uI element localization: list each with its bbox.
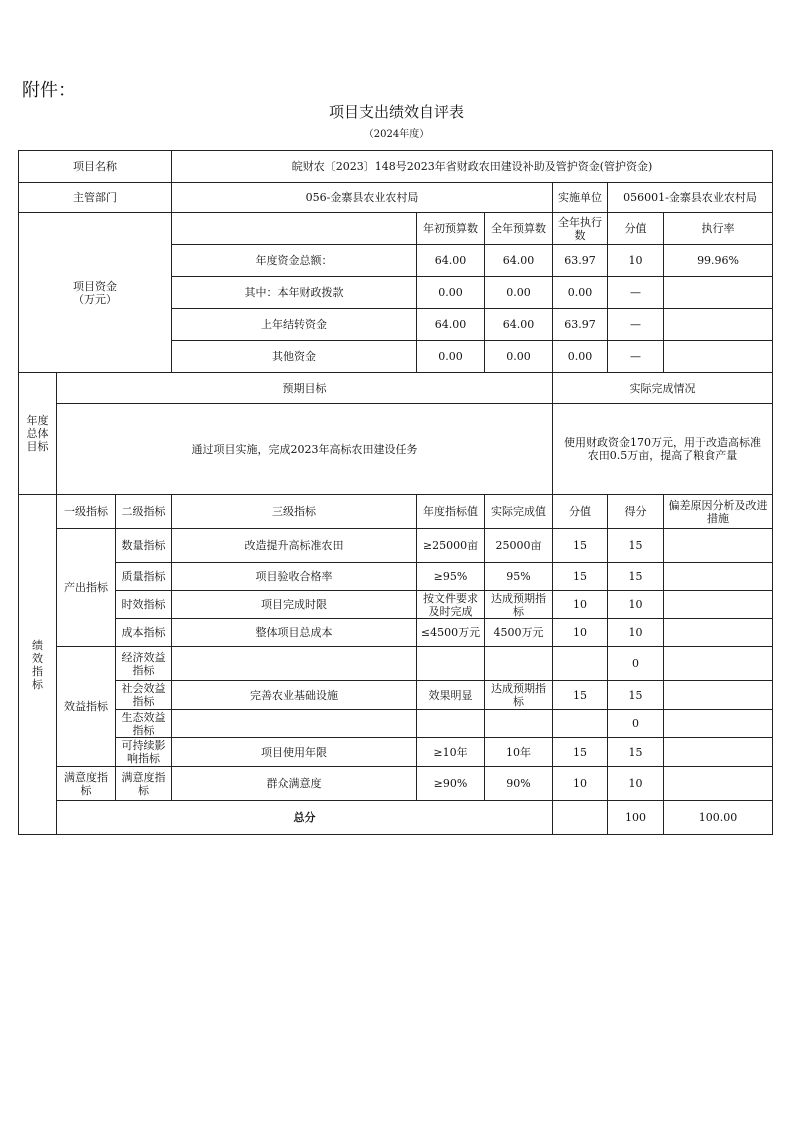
funds-label-line1: 项目资金 [73, 279, 117, 293]
self-evaluation-table [18, 150, 773, 835]
project-name-value: 皖财农〔2023〕148号2023年省财政农田建设补助及管护资金(管护资金) [172, 151, 773, 183]
department-label: 主管部门 [19, 183, 172, 213]
indicator-score: 15 [608, 563, 664, 591]
indicator-score-value: 10 [553, 591, 608, 619]
funds-row-annual: 64.00 [485, 309, 553, 341]
indicator-row [19, 738, 773, 767]
funds-header-rate: 执行率 [664, 213, 773, 245]
expected-goal-text: 通过项目实施，完成2023年高标农田建设任务 [57, 404, 553, 495]
indicator-actual: 达成预期指标 [485, 591, 553, 619]
funds-header-score-value: 分值 [608, 213, 664, 245]
indicator-target: 效果明显 [417, 681, 485, 710]
goals-header-row [19, 373, 773, 404]
funds-header-row [19, 213, 773, 245]
indicators-label: 绩效指标 [19, 495, 57, 835]
indicator-target [417, 710, 485, 738]
indicator-actual: 25000亩 [485, 529, 553, 563]
project-name-row [19, 151, 773, 183]
header-target: 年度指标值 [417, 495, 485, 529]
indicator-row [19, 647, 773, 681]
header-actual: 实际完成值 [485, 495, 553, 529]
indicator-score: 0 [608, 710, 664, 738]
actual-completion-header: 实际完成情况 [553, 373, 773, 404]
total-score-value: 100 [608, 801, 664, 835]
department-value: 056-金寨县农业农村局 [172, 183, 553, 213]
indicator-actual: 达成预期指标 [485, 681, 553, 710]
indicator-analysis [664, 563, 773, 591]
indicator-target: ≥25000亩 [417, 529, 485, 563]
indicator-target: 按文件要求及时完成 [417, 591, 485, 619]
indicator-level2: 生态效益指标 [116, 710, 172, 738]
department-row [19, 183, 773, 213]
implementing-unit-value: 056001-金寨县农业农村局 [608, 183, 773, 213]
header-score: 得分 [608, 495, 664, 529]
indicator-level3: 项目使用年限 [172, 738, 417, 767]
funds-row-executed: 0.00 [553, 341, 608, 373]
indicator-target: ≥10年 [417, 738, 485, 767]
indicator-analysis [664, 529, 773, 563]
funds-row-name: 其他资金 [172, 341, 417, 373]
funds-header-executed: 全年执行数 [553, 213, 608, 245]
indicator-score-value: 10 [553, 767, 608, 801]
funds-row-initial: 0.00 [417, 341, 485, 373]
funds-row-executed: 0.00 [553, 277, 608, 309]
funds-row-name: 年度资金总额： [172, 245, 417, 277]
indicator-actual: 4500万元 [485, 619, 553, 647]
form-title: 项目支出绩效自评表 [328, 103, 464, 121]
indicator-target [417, 647, 485, 681]
indicator-score: 10 [608, 619, 664, 647]
total-blank [553, 801, 608, 835]
indicator-level2: 时效指标 [116, 591, 172, 619]
attachment-label: 附件： [22, 80, 76, 101]
funds-row-score-value: 10 [608, 245, 664, 277]
funds-row-annual: 64.00 [485, 245, 553, 277]
indicator-level2: 质量指标 [116, 563, 172, 591]
indicator-level3: 项目验收合格率 [172, 563, 417, 591]
indicator-level2: 成本指标 [116, 619, 172, 647]
indicator-analysis [664, 591, 773, 619]
indicator-level3: 整体项目总成本 [172, 619, 417, 647]
indicator-target: ≥95% [417, 563, 485, 591]
indicator-actual: 95% [485, 563, 553, 591]
indicator-score: 10 [608, 767, 664, 801]
group-benefit: 效益指标 [57, 647, 116, 767]
indicator-level2: 满意度指标 [116, 767, 172, 801]
indicator-analysis [664, 710, 773, 738]
indicator-level2: 经济效益指标 [116, 647, 172, 681]
total-score: 100.00 [664, 801, 773, 835]
indicator-level3: 改造提升高标准农田 [172, 529, 417, 563]
total-label: 总分 [57, 801, 553, 835]
indicator-actual: 90% [485, 767, 553, 801]
group-output: 产出指标 [57, 529, 116, 647]
project-name-label: 项目名称 [19, 151, 172, 183]
funds-row-rate [664, 341, 773, 373]
funds-row-executed: 63.97 [553, 309, 608, 341]
indicator-score-value: 15 [553, 563, 608, 591]
funds-row-score-value: — [608, 277, 664, 309]
indicator-analysis [664, 681, 773, 710]
header-level1: 一级指标 [57, 495, 116, 529]
indicator-score-value: 15 [553, 529, 608, 563]
funds-row-score-value: — [608, 341, 664, 373]
header-score-value: 分值 [553, 495, 608, 529]
header-analysis: 偏差原因分析及改进措施 [664, 495, 773, 529]
funds-row-rate [664, 277, 773, 309]
funds-row-initial: 0.00 [417, 277, 485, 309]
indicator-score: 10 [608, 591, 664, 619]
indicator-row [19, 591, 773, 619]
indicator-level3: 群众满意度 [172, 767, 417, 801]
indicator-level3 [172, 647, 417, 681]
indicator-analysis [664, 738, 773, 767]
total-row [19, 801, 773, 835]
funds-row-annual: 0.00 [485, 277, 553, 309]
indicator-score-value: 15 [553, 738, 608, 767]
indicator-level3: 项目完成时限 [172, 591, 417, 619]
indicator-row [19, 681, 773, 710]
funds-row-executed: 63.97 [553, 245, 608, 277]
indicator-actual [485, 710, 553, 738]
goals-label: 年度总体目标 [19, 373, 57, 495]
indicator-row [19, 529, 773, 563]
indicator-target: ≤4500万元 [417, 619, 485, 647]
header-level2: 二级指标 [116, 495, 172, 529]
funds-label [19, 213, 172, 373]
funds-header-blank [172, 213, 417, 245]
expected-goal-header: 预期目标 [57, 373, 553, 404]
funds-label-line2: （万元） [73, 292, 117, 306]
goals-content-row [19, 404, 773, 495]
indicator-analysis [664, 647, 773, 681]
funds-row-rate: 99.96% [664, 245, 773, 277]
indicator-score: 15 [608, 681, 664, 710]
funds-row-name: 上年结转资金 [172, 309, 417, 341]
indicator-score-value [553, 710, 608, 738]
indicator-score-value: 10 [553, 619, 608, 647]
actual-completion-text: 使用财政资金170万元，用于改造高标准农田0.5万亩，提高了粮食产量 [553, 404, 773, 495]
funds-row-score-value: — [608, 309, 664, 341]
indicator-actual [485, 647, 553, 681]
form-year: （2024年度） [363, 129, 430, 140]
funds-row-rate [664, 309, 773, 341]
funds-header-initial: 年初预算数 [417, 213, 485, 245]
funds-row-initial: 64.00 [417, 309, 485, 341]
indicator-score-value [553, 647, 608, 681]
header-level3: 三级指标 [172, 495, 417, 529]
funds-row-name: 其中：本年财政拨款 [172, 277, 417, 309]
indicator-target: ≥90% [417, 767, 485, 801]
indicator-row [19, 563, 773, 591]
indicator-analysis [664, 619, 773, 647]
indicator-row [19, 619, 773, 647]
indicator-score-value: 15 [553, 681, 608, 710]
funds-header-annual: 全年预算数 [485, 213, 553, 245]
indicator-row [19, 710, 773, 738]
indicator-score: 15 [608, 738, 664, 767]
indicator-score: 15 [608, 529, 664, 563]
indicator-row [19, 767, 773, 801]
indicator-level2: 社会效益指标 [116, 681, 172, 710]
indicator-header-row [19, 495, 773, 529]
indicator-level2: 可持续影响指标 [116, 738, 172, 767]
indicator-level3: 完善农业基础设施 [172, 681, 417, 710]
funds-row-annual: 0.00 [485, 341, 553, 373]
group-satisfaction: 满意度指标 [57, 767, 116, 801]
indicator-level2: 数量指标 [116, 529, 172, 563]
indicator-actual: 10年 [485, 738, 553, 767]
indicator-score: 0 [608, 647, 664, 681]
funds-row-initial: 64.00 [417, 245, 485, 277]
indicator-analysis [664, 767, 773, 801]
indicator-level3 [172, 710, 417, 738]
implementing-unit-label: 实施单位 [553, 183, 608, 213]
